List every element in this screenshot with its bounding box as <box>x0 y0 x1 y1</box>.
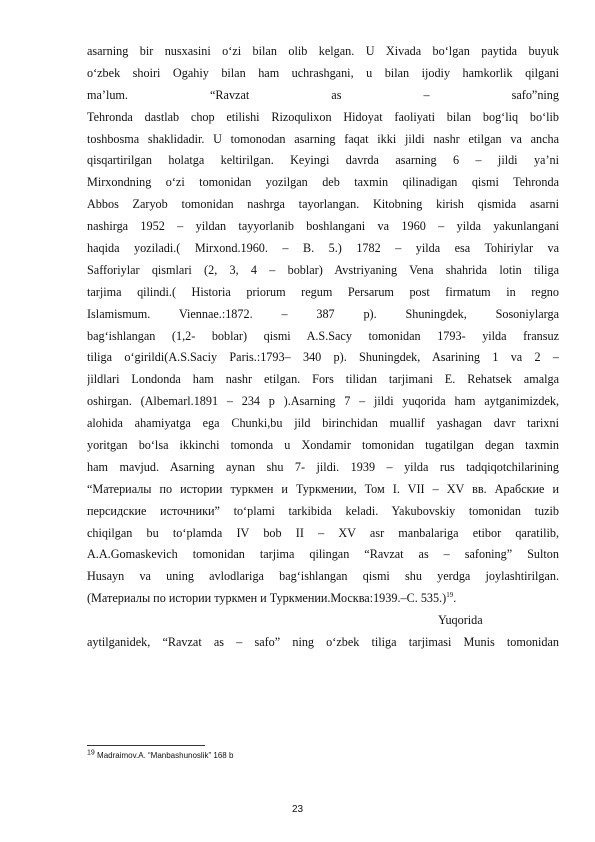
text-line: yoritgan bo‘lsa ikkinchi tomonda u Xondamir tomonidan tugatilgan degan taxmin <box>87 438 559 453</box>
footnote-number: 19 <box>87 749 95 757</box>
text-line-right: Yuqorida <box>438 613 483 628</box>
page-number: 23 <box>291 804 304 815</box>
text-line: chiqilgan bu to‘plamda IV bob II – XV asr manbalariga etibor qaratilib, <box>87 525 559 540</box>
text-line: Abbos Zaryob tomonidan nashrga tayorlangan. Kitobning kirish qismida asarni <box>87 197 559 212</box>
text-line: nashirga 1952 – yildan tayyorlanib boshlangani va 1960 – yilda yakunlangani <box>87 219 559 234</box>
text-line: qisqartirilgan holatga keltirilgan. Keyingi davrda asarning 6 – jildi ya’ni <box>87 153 559 168</box>
text-line: Tehronda dastlab chop etilishi Rizoqulixon Hidoyat faoliyati bilan bog‘liq bo‘lib <box>87 109 559 124</box>
text-line: Mirxondning o‘zi tomonidan yozilgan deb taxmin qilinadigan qismi Tehronda <box>87 175 559 190</box>
text-line: Safforiylar qismlari (2, 3, 4 – boblar) Avstriyaning Vena shahrida lotin tiliga <box>87 262 559 277</box>
text-line: Husayn va uning avlodlariga bag‘ishlangan qismi shu yerdga joylashtirilgan. <box>87 569 559 584</box>
text-line: haqida yoziladi.( Mirxond.1960. – B. 5.) 1782 – yilda esa Tohiriylar va <box>87 241 559 256</box>
footnote <box>87 751 559 760</box>
text-line: Islamismum. Viennae.:1872. – 387 p). Shuningdek, Sosoniylarga <box>87 306 559 321</box>
footnote-divider <box>87 745 205 746</box>
text-line: ham mavjud. Asarning aynan shu 7- jildi. 1939 – yilda rus tadqiqotchilarining <box>87 459 559 474</box>
text-line: aytilganidek, “Ravzat as – safo” ning o‘zbek tiliga tarjimasi Munis tomonidan <box>87 635 559 650</box>
text-line-with-footnote <box>87 588 559 610</box>
text-line: oshirgan. (Albemarl.1891 – 234 p ).Asarning 7 – jildi yuqorida ham aytganimizdek, <box>87 394 559 409</box>
text-line: jildlari Londonda ham nashr etilgan. Fors tilidan tarjimani E. Rehatsek amalga <box>87 372 559 387</box>
text-line: “Материалы по истории туркмен и Туркмении, Том I. VII – XV вв. Арабские и <box>87 481 559 496</box>
text-line: toshbosma shaklidadir. U tomonodan asarning faqat ikki jildi nashr etilgan va ancha <box>87 131 559 146</box>
text-line: ma’lum. “Ravzat as – safo”ning <box>87 87 559 102</box>
text-line: A.A.Gomaskevich tomonidan tarjima qilingan “Ravzat as – safoning” Sulton <box>87 547 559 562</box>
footnote-reference[interactable]: 19 <box>446 591 454 600</box>
footnote-text: Madraimov.A. “Manbashunoslik” 168 b <box>97 751 234 760</box>
line-end-punctuation: . <box>453 591 457 606</box>
text-line: bag‘ishlangan (1,2- boblar) qismi A.S.Sacy tomonidan 1793- yilda fransuz <box>87 328 559 343</box>
text-line: asarning bir nusxasini o‘zi bilan olib kelgan. U Xivada bo‘lgan paytida buyuk <box>87 44 559 58</box>
text-line: персидские источники” to‘plami tarkibida keladi. Yakubovskiy tomonidan tuzib <box>87 503 559 518</box>
body-text <box>87 41 559 654</box>
text-line: tarjima qilindi.( Historia priorum regum Persarum post firmatum in regno <box>87 284 559 299</box>
text-line: tiliga o‘girildi(A.S.Saciy Paris.:1793– 340 p). Shuningdek, Asarining 1 va 2 – <box>87 350 559 365</box>
text-line: (Материалы по истории туркмен и Туркмении.Москва:1939.–С. 535.) <box>87 591 447 606</box>
text-line: o‘zbek shoiri Ogahiy bilan ham uchrashgani, u bilan ijodiy hamkorlik qilgani <box>87 65 559 80</box>
text-line: alohida ahamiyatga ega Chunki,bu jild birinchidan muallif yashagan davr tarixni <box>87 416 559 431</box>
